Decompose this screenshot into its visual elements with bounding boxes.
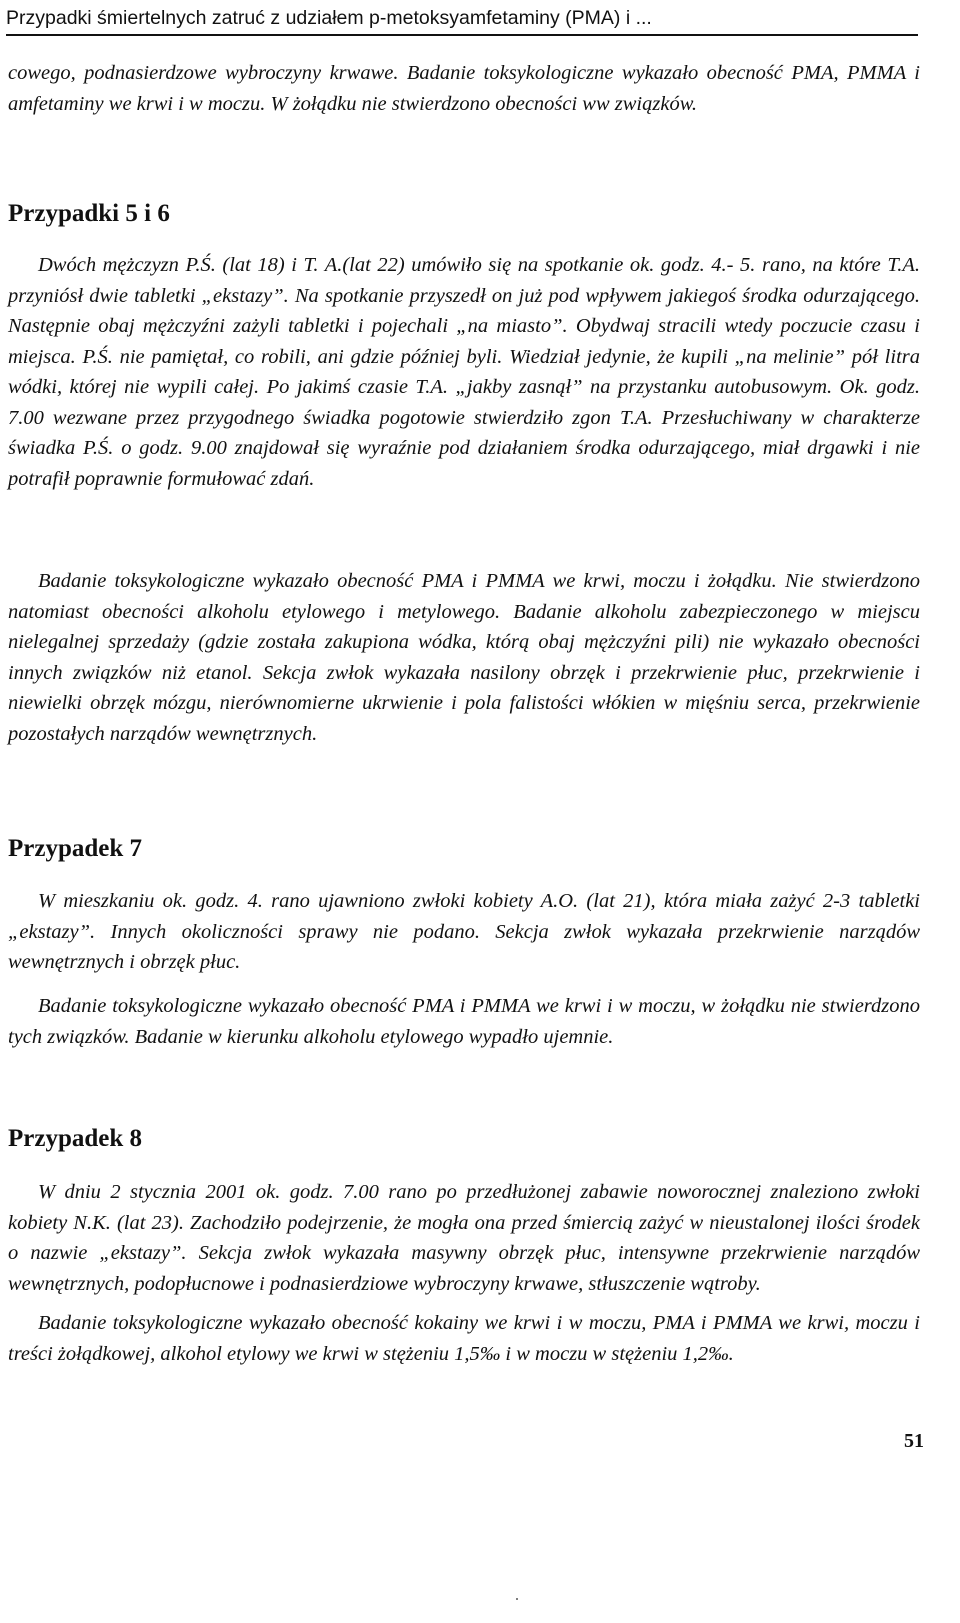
page-number: 51	[904, 1430, 924, 1452]
continuation-paragraph: cowego, podnasierdzowe wybroczyny krwawe. Badanie toksykologiczne wykazało obecność PMA, PMMA i amfetaminy we krwi i w moczu. W żołądku nie stwierdzono obecności ww związków.	[8, 62, 920, 115]
running-header	[6, 4, 918, 36]
cases-5-6-paragraph-1: Dwóch mężczyzn P.Ś. (lat 18) i T. A.(lat 22) umówiło się na spotkanie ok. godz. 4.- 5. rano, na które T.A. przyniósł dwie tabletki „ekstazy”. Na spotkanie przyszedł on już pod wpływem jakiegoś środka odurzającego. Następnie obaj mężczyźni zażyli tabletki i pojechali „na miasto”. Obydwaj stracili wtedy poczucie czasu i miejsca. P.Ś. nie pamiętał, co robili, ani gdzie później byli. Wiedział jedynie, że kupili „na melinie” pół litra wódki, której nie wypili całej. Po jakimś czasie T.A. „jakby zasnął” na przystanku autobusowym. Ok. godz. 7.00 wezwane przez przygodnego świadka pogotowie stwierdziło zgon T.A. Przesłuchiwany w charakterze świadka P.Ś. o godz. 9.00 znajdował się wyraźnie pod działaniem środka odurzającego, miał drgawki i nie potrafił poprawnie formułować zdań.	[8, 254, 920, 490]
heading-case-7: Przypadek 7	[8, 835, 143, 862]
case-8-paragraph-2: Badanie toksykologiczne wykazało obecność kokainy we krwi i w moczu, PMA i PMMA we krwi, moczu i treści żołądkowej, alkohol etylowy we krwi w stężeniu 1,5‰ i w moczu w stężeniu 1,2‰.	[8, 1312, 920, 1365]
case-7-paragraph-2: Badanie toksykologiczne wykazało obecność PMA i PMMA we krwi i w moczu, w żołądku nie stwierdzono tych związków. Badanie w kierunku alkoholu etylowego wypadło ujemnie.	[8, 995, 920, 1048]
running-title: Przypadki śmiertelnych zatruć z udziałem p-metoksyamfetaminy (PMA) i ...	[6, 7, 652, 29]
scan-speck	[516, 1598, 518, 1600]
case-7-paragraph-1: W mieszkaniu ok. godz. 4. rano ujawniono zwłoki kobiety A.O. (lat 21), która miała zażyć 2-3 tabletki „ekstazy”. Innych okoliczności sprawy nie podano. Sekcja zwłok wykazała przekrwienie narządów wewnętrznych i obrzęk płuc.	[8, 890, 920, 973]
case-8-paragraph-1: W dniu 2 stycznia 2001 ok. godz. 7.00 rano po przedłużonej zabawie noworocznej znaleziono zwłoki kobiety N.K. (lat 23). Zachodziło podejrzenie, że mogła ona przed śmiercią zażyć w nieustalonej ilości środek o nazwie „ekstazy”. Sekcja zwłok wykazała masywny obrzęk płuc, intensywne przekrwienie narządów wewnętrznych, podopłucnowe i podnasierdziowe wybroczyny krwawe, stłuszczenie wątroby.	[8, 1181, 920, 1295]
heading-case-8: Przypadek 8	[8, 1125, 143, 1152]
heading-cases-5-6: Przypadki 5 i 6	[8, 200, 170, 227]
cases-5-6-paragraph-2: Badanie toksykologiczne wykazało obecność PMA i PMMA we krwi, moczu i żołądku. Nie stwierdzono natomiast obecności alkoholu etylowego i metylowego. Badanie alkoholu zabezpieczonego w miejscu nielegalnej sprzedaży (gdzie została zakupiona wódka, którą obaj mężczyźni pili) nie wykazało obecności innych związków niż etanol. Sekcja zwłok wykazała nasilony obrzęk i przekrwienie płuc, przekrwienie i niewielki obrzęk mózgu, nierównomierne ukrwienie i pola falistości włókien w mięśniu serca, przekrwienie pozostałych narządów wewnętrznych.	[8, 570, 920, 745]
